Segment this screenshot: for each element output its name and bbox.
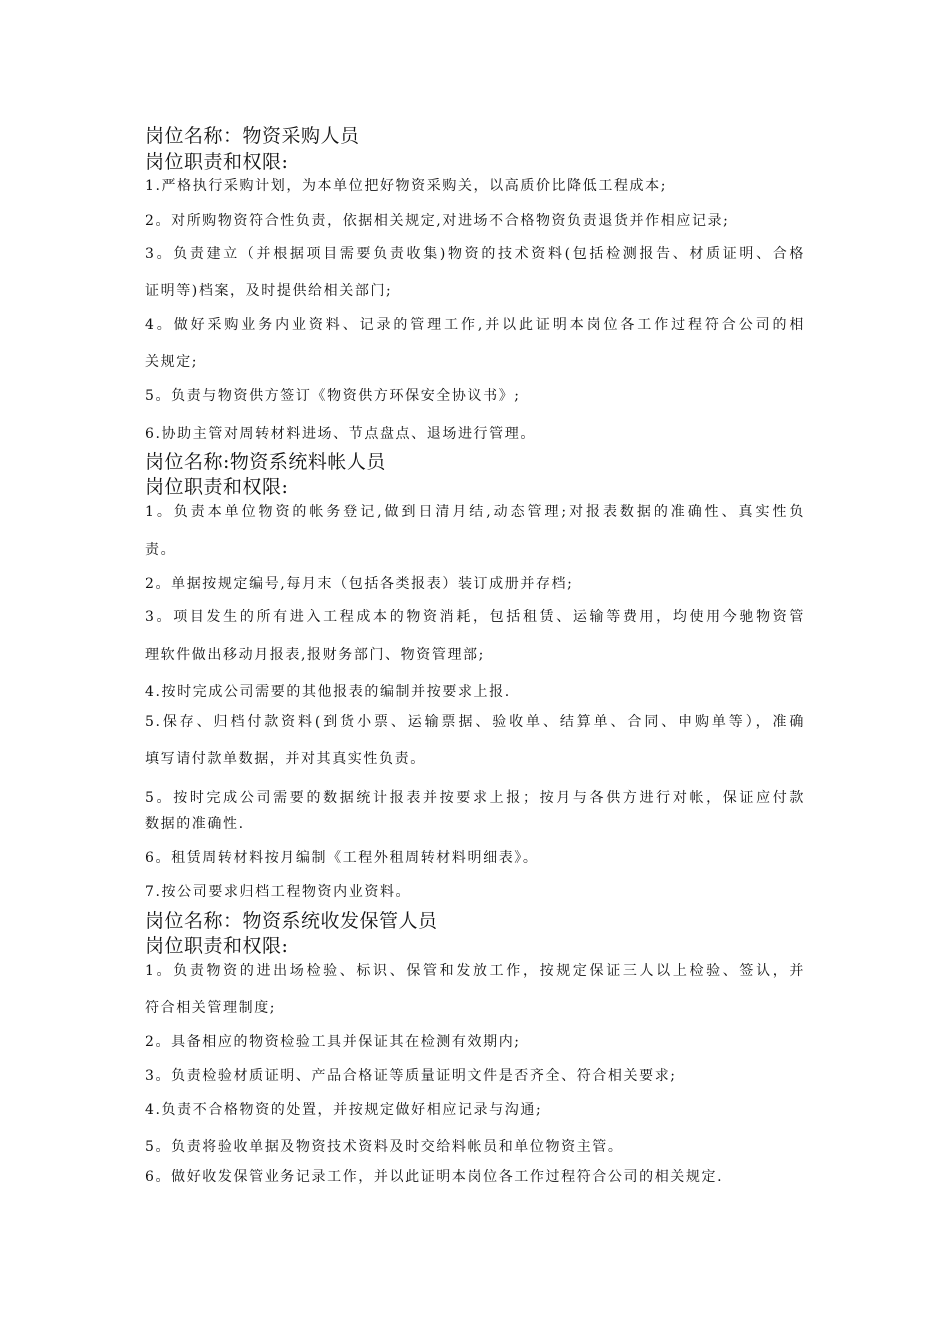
duty-line: 5。负责与物资供方签订《物资供方环保安全协议书》; <box>145 388 521 404</box>
duty-line: 2。对所购物资符合性负责，依据相关规定,对进场不合格物资负责退货并作相应记录; <box>145 213 730 229</box>
duty-line: 1.严格执行采购计划，为本单位把好物资采购关，以高质价比降低工程成本; <box>145 178 668 194</box>
duty-line: 3。负责检验材质证明、产品合格证等质量证明文件是否齐全、符合相关要求; <box>145 1068 677 1084</box>
duty-line: 填写请付款单数据，并对其真实性负责。 <box>145 751 426 767</box>
duty-line: 责。 <box>145 542 177 558</box>
duty-line: 2。单据按规定编号,每月末（包括各类报表）装订成册并存档; <box>145 576 574 592</box>
duty-line: 4。做好采购业务内业资料、记录的管理工作,并以此证明本岗位各工作过程符合公司的相 <box>145 317 805 333</box>
duties-heading: 岗位职责和权限: <box>145 935 289 957</box>
section-title: 岗位名称：物资系统收发保管人员 <box>145 910 438 932</box>
duty-line: 4.按时完成公司需要的其他报表的编制并按要求上报. <box>145 684 511 700</box>
section-title: 岗位名称:物资系统料帐人员 <box>145 451 386 473</box>
duty-line: 4.负责不合格物资的处置，并按规定做好相应记录与沟通; <box>145 1102 543 1118</box>
duty-line: 理软件做出移动月报表,报财务部门、物资管理部; <box>145 647 485 663</box>
section-title: 岗位名称：物资采购人员 <box>145 125 360 147</box>
duty-line: 5。按时完成公司需要的数据统计报表并按要求上报；按月与各供方进行对帐，保证应付款 <box>145 790 805 806</box>
duties-heading: 岗位职责和权限: <box>145 151 289 173</box>
duty-line: 关规定; <box>145 354 199 370</box>
duty-line: 数据的准确性. <box>145 816 245 832</box>
duty-line: 3。负责建立（并根据项目需要负责收集)物资的技术资料(包括检测报告、材质证明、合格 <box>145 246 805 262</box>
duty-line: 7.按公司要求归档工程物资内业资料。 <box>145 884 412 900</box>
duty-line: 5。负责将验收单据及物资技术资料及时交给料帐员和单位物资主管。 <box>145 1139 624 1155</box>
duty-line: 5.保存、归档付款资料(到货小票、运输票据、验收单、结算单、合同、申购单等），准确 <box>145 714 805 730</box>
duty-line: 2。具备相应的物资检验工具并保证其在检测有效期内; <box>145 1034 521 1050</box>
duties-heading: 岗位职责和权限: <box>145 476 289 498</box>
duty-line: 1。负责本单位物资的帐务登记,做到日清月结,动态管理;对报表数据的准确性、真实性负 <box>145 504 805 520</box>
duty-line: 6。做好收发保管业务记录工作，并以此证明本岗位各工作过程符合公司的相关规定. <box>145 1169 724 1185</box>
duty-line: 证明等)档案，及时提供给相关部门; <box>145 283 393 299</box>
duty-line: 6。租赁周转材料按月编制《工程外租周转材料明细表》。 <box>145 850 539 866</box>
duty-line: 1。负责物资的进出场检验、标识、保管和发放工作，按规定保证三人以上检验、签认，并 <box>145 963 805 979</box>
duty-line: 符合相关管理制度; <box>145 1000 277 1016</box>
duty-line: 3。项目发生的所有进入工程成本的物资消耗，包括租赁、运输等费用，均使用今驰物资管 <box>145 609 805 625</box>
duty-line: 6.协助主管对周转材料进场、节点盘点、退场进行管理。 <box>145 426 536 442</box>
